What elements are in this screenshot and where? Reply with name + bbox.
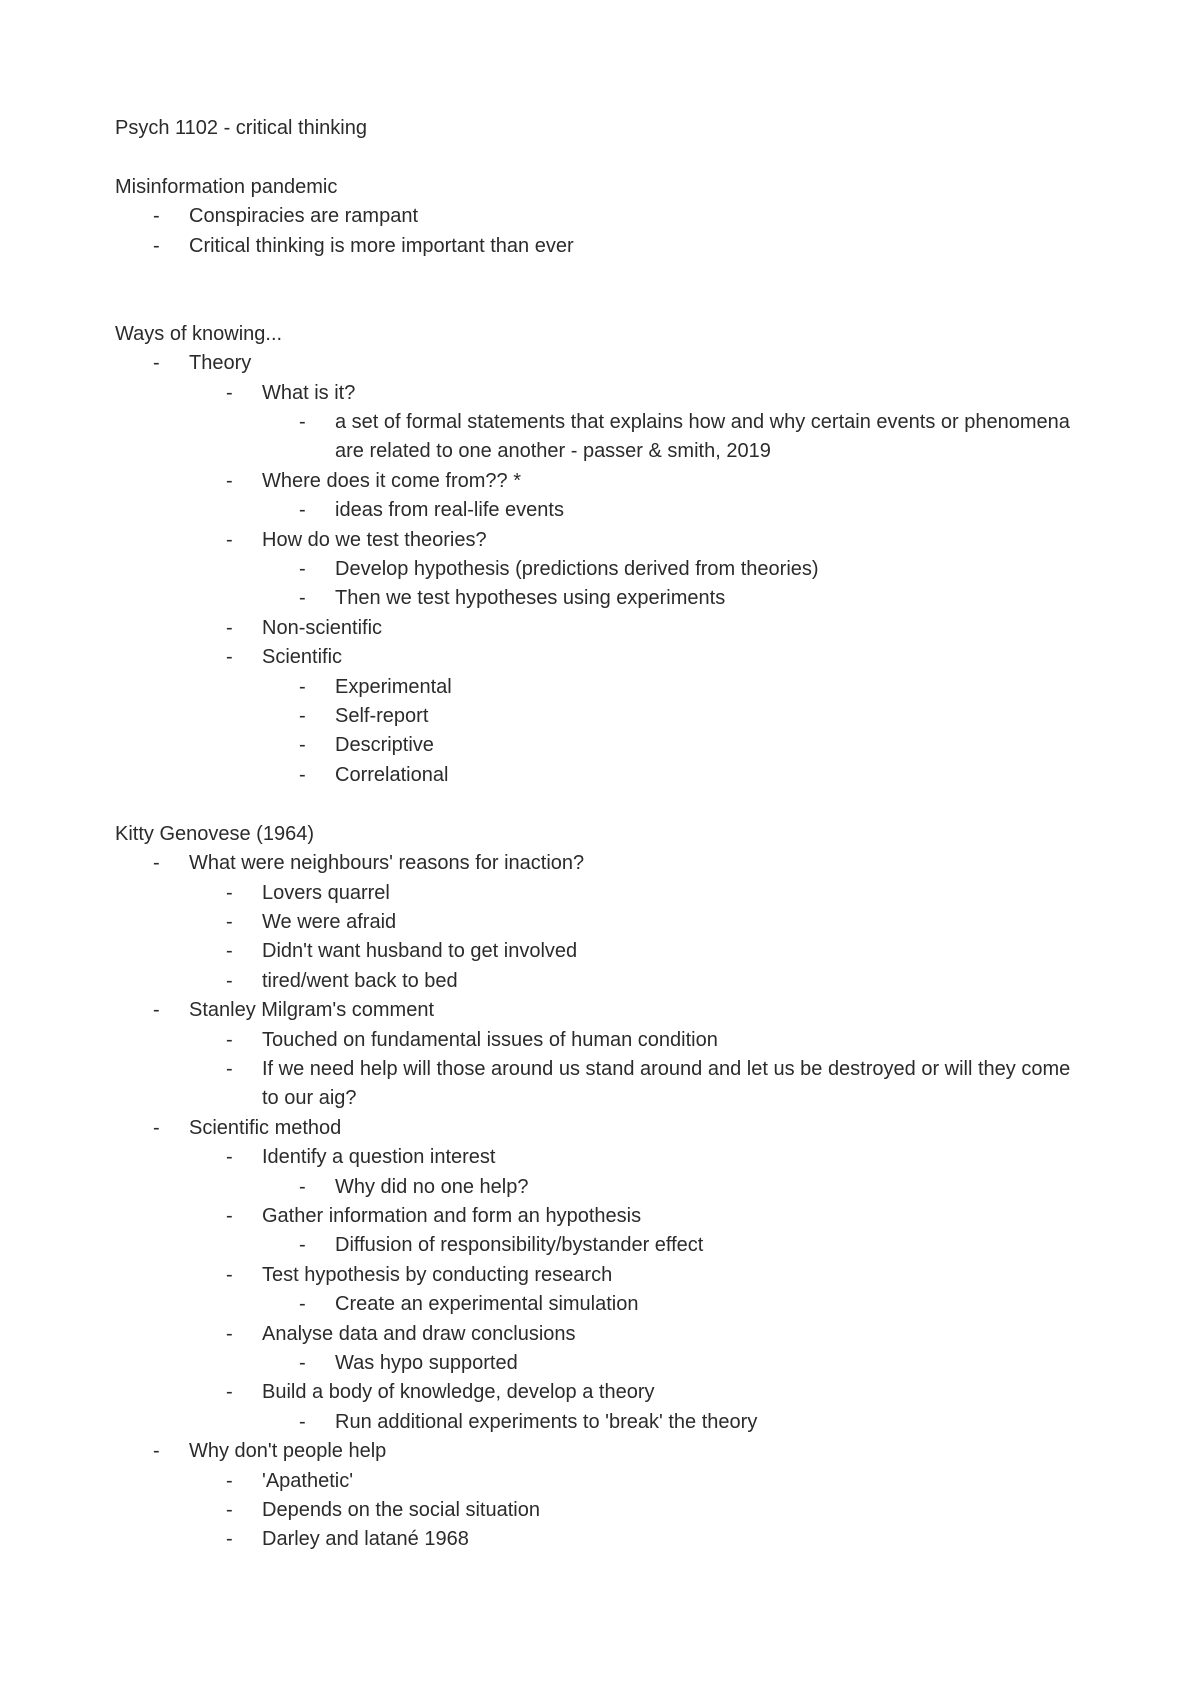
list-item-level-2	[115, 1320, 1075, 1349]
list-item-text: Darley and latané 1968	[262, 1528, 469, 1551]
list-item-text: Scientific method	[189, 1116, 342, 1139]
list-item-level-2	[115, 643, 1075, 672]
bullet-dash: -	[299, 705, 306, 728]
list-item-level-1	[115, 849, 1075, 878]
list-item-text: Self-report	[335, 705, 429, 728]
bullet-dash: -	[226, 1381, 233, 1404]
bullet-dash: -	[153, 352, 160, 375]
bullet-dash: -	[299, 587, 306, 610]
list-item-level-3	[115, 1231, 1075, 1260]
list-item-level-3	[115, 1173, 1075, 1202]
list-item-text: Stanley Milgram's comment	[189, 999, 434, 1022]
bullet-dash: -	[153, 234, 160, 257]
bullet-dash: -	[153, 852, 160, 875]
document-body	[115, 114, 1075, 1555]
bullet-dash: -	[153, 1116, 160, 1139]
document-title: Psych 1102 - critical thinking	[115, 117, 367, 139]
list-item-text: a set of formal statements that explains how and why certain events or phenomena are related to one another - passer & smith, 2019	[335, 411, 1070, 463]
bullet-dash: -	[226, 616, 233, 639]
list-item-text: How do we test theories?	[262, 528, 487, 551]
blank-line	[115, 261, 1075, 290]
bullet-dash: -	[299, 1175, 306, 1198]
list-item-text: What is it?	[262, 381, 356, 404]
list-item-level-2	[115, 1055, 1075, 1114]
list-item-text: Develop hypothesis (predictions derived from theories)	[335, 558, 819, 581]
list-item-level-1	[115, 349, 1075, 378]
list-item-text: Build a body of knowledge, develop a theory	[262, 1381, 655, 1404]
list-item-text: Why did no one help?	[335, 1175, 529, 1198]
section-heading: Kitty Genovese (1964)	[115, 822, 314, 845]
list-item-level-2	[115, 467, 1075, 496]
list-item-text: If we need help will those around us stand around and let us be destroyed or will they come to our aig?	[262, 1057, 1071, 1110]
bullet-dash: -	[226, 646, 233, 669]
list-item-level-3	[115, 673, 1075, 702]
list-item-level-3	[115, 731, 1075, 760]
list-item-level-3	[115, 1408, 1075, 1437]
list-item-text: Experimental	[335, 675, 452, 698]
bullet-dash: -	[226, 1263, 233, 1286]
list-item-text: Theory	[189, 352, 252, 375]
list-item-level-3	[115, 584, 1075, 613]
list-item-text: Identify a question interest	[262, 1146, 496, 1169]
bullet-dash: -	[226, 1204, 233, 1227]
list-item-text: Descriptive	[335, 734, 434, 757]
list-item-level-2	[115, 1026, 1075, 1055]
bullet-dash: -	[226, 1499, 233, 1522]
list-item-text: Analyse data and draw conclusions	[262, 1322, 576, 1345]
list-item-text: We were afraid	[262, 910, 397, 933]
list-item-text: 'Apathetic'	[262, 1469, 354, 1492]
list-item-level-2	[115, 967, 1075, 996]
bullet-dash: -	[226, 528, 233, 551]
bullet-dash: -	[226, 1322, 233, 1345]
list-item-level-1	[115, 232, 1075, 261]
list-item-text: Then we test hypotheses using experiments	[335, 587, 726, 610]
bullet-dash: -	[299, 763, 306, 786]
list-item-level-2	[115, 1143, 1075, 1172]
list-item-text: Gather information and form an hypothesis	[262, 1204, 642, 1227]
bullet-dash: -	[153, 1440, 160, 1463]
bullet-dash: -	[299, 499, 306, 522]
list-item-level-1	[115, 1114, 1075, 1143]
list-item-level-2	[115, 908, 1075, 937]
bullet-dash: -	[153, 205, 160, 228]
bullet-dash: -	[226, 381, 233, 404]
list-item-text: Critical thinking is more important than ever	[189, 234, 574, 257]
bullet-dash: -	[153, 999, 160, 1022]
list-item-level-3	[115, 408, 1075, 467]
list-item-level-3	[115, 702, 1075, 731]
bullet-dash: -	[299, 1293, 306, 1316]
list-item-level-2	[115, 1261, 1075, 1290]
list-item-level-2	[115, 1467, 1075, 1496]
list-item-level-2	[115, 1525, 1075, 1554]
list-item-text: Lovers quarrel	[262, 881, 390, 904]
bullet-dash: -	[299, 1410, 306, 1433]
list-item-text: Touched on fundamental issues of human condition	[262, 1028, 718, 1051]
list-item-text: Create an experimental simulation	[335, 1293, 639, 1316]
bullet-dash: -	[299, 411, 306, 434]
bullet-dash: -	[226, 469, 233, 492]
bullet-dash: -	[226, 1057, 233, 1080]
bullet-dash: -	[226, 1528, 233, 1551]
bullet-dash: -	[299, 675, 306, 698]
list-item-text: What were neighbours' reasons for inaction?	[189, 852, 585, 875]
list-item-level-2	[115, 879, 1075, 908]
bullet-dash: -	[226, 940, 233, 963]
bullet-dash: -	[226, 1028, 233, 1051]
list-item-text: Test hypothesis by conducting research	[262, 1263, 613, 1286]
blank-line	[115, 290, 1075, 319]
list-item-level-2	[115, 526, 1075, 555]
bullet-dash: -	[299, 558, 306, 581]
list-item-text: tired/went back to bed	[262, 969, 458, 992]
list-item-level-2	[115, 1496, 1075, 1525]
list-item-text: Diffusion of responsibility/bystander effect	[335, 1234, 704, 1257]
list-item-text: Correlational	[335, 763, 449, 786]
list-item-text: Why don't people help	[189, 1440, 387, 1463]
list-item-text: Run additional experiments to 'break' the theory	[335, 1410, 758, 1433]
list-item-text: Conspiracies are rampant	[189, 205, 418, 228]
list-item-level-1	[115, 1437, 1075, 1466]
bullet-dash: -	[226, 881, 233, 904]
bullet-dash: -	[299, 1234, 306, 1257]
list-item-text: Non-scientific	[262, 616, 383, 639]
list-item-text: Depends on the social situation	[262, 1499, 540, 1522]
list-item-text: ideas from real-life events	[335, 499, 564, 522]
bullet-dash: -	[226, 910, 233, 933]
list-item-level-2	[115, 1378, 1075, 1407]
list-item-level-3	[115, 555, 1075, 584]
blank-line	[115, 790, 1075, 819]
list-item-level-3	[115, 761, 1075, 790]
list-item-text: Was hypo supported	[335, 1352, 518, 1374]
list-item-level-3	[115, 1290, 1075, 1319]
bullet-dash: -	[299, 1352, 306, 1374]
list-item-level-2	[115, 379, 1075, 408]
bullet-dash: -	[226, 1469, 233, 1492]
list-item-level-3	[115, 1349, 1075, 1378]
list-item-level-2	[115, 614, 1075, 643]
list-item-level-2	[115, 937, 1075, 966]
bullet-dash: -	[299, 734, 306, 757]
bullet-dash: -	[226, 1146, 233, 1169]
bullet-dash: -	[226, 969, 233, 992]
notes-outline	[115, 143, 1075, 1554]
section-heading: Ways of knowing...	[115, 322, 283, 345]
list-item-level-2	[115, 1202, 1075, 1231]
list-item-level-3	[115, 496, 1075, 525]
list-item-text: Didn't want husband to get involved	[262, 940, 578, 963]
list-item-text: Scientific	[262, 646, 343, 669]
blank-line	[115, 143, 1075, 172]
section-heading: Misinformation pandemic	[115, 175, 338, 198]
list-item-level-1	[115, 202, 1075, 231]
list-item-level-1	[115, 996, 1075, 1025]
list-item-text: Where does it come from?? *	[262, 469, 521, 492]
